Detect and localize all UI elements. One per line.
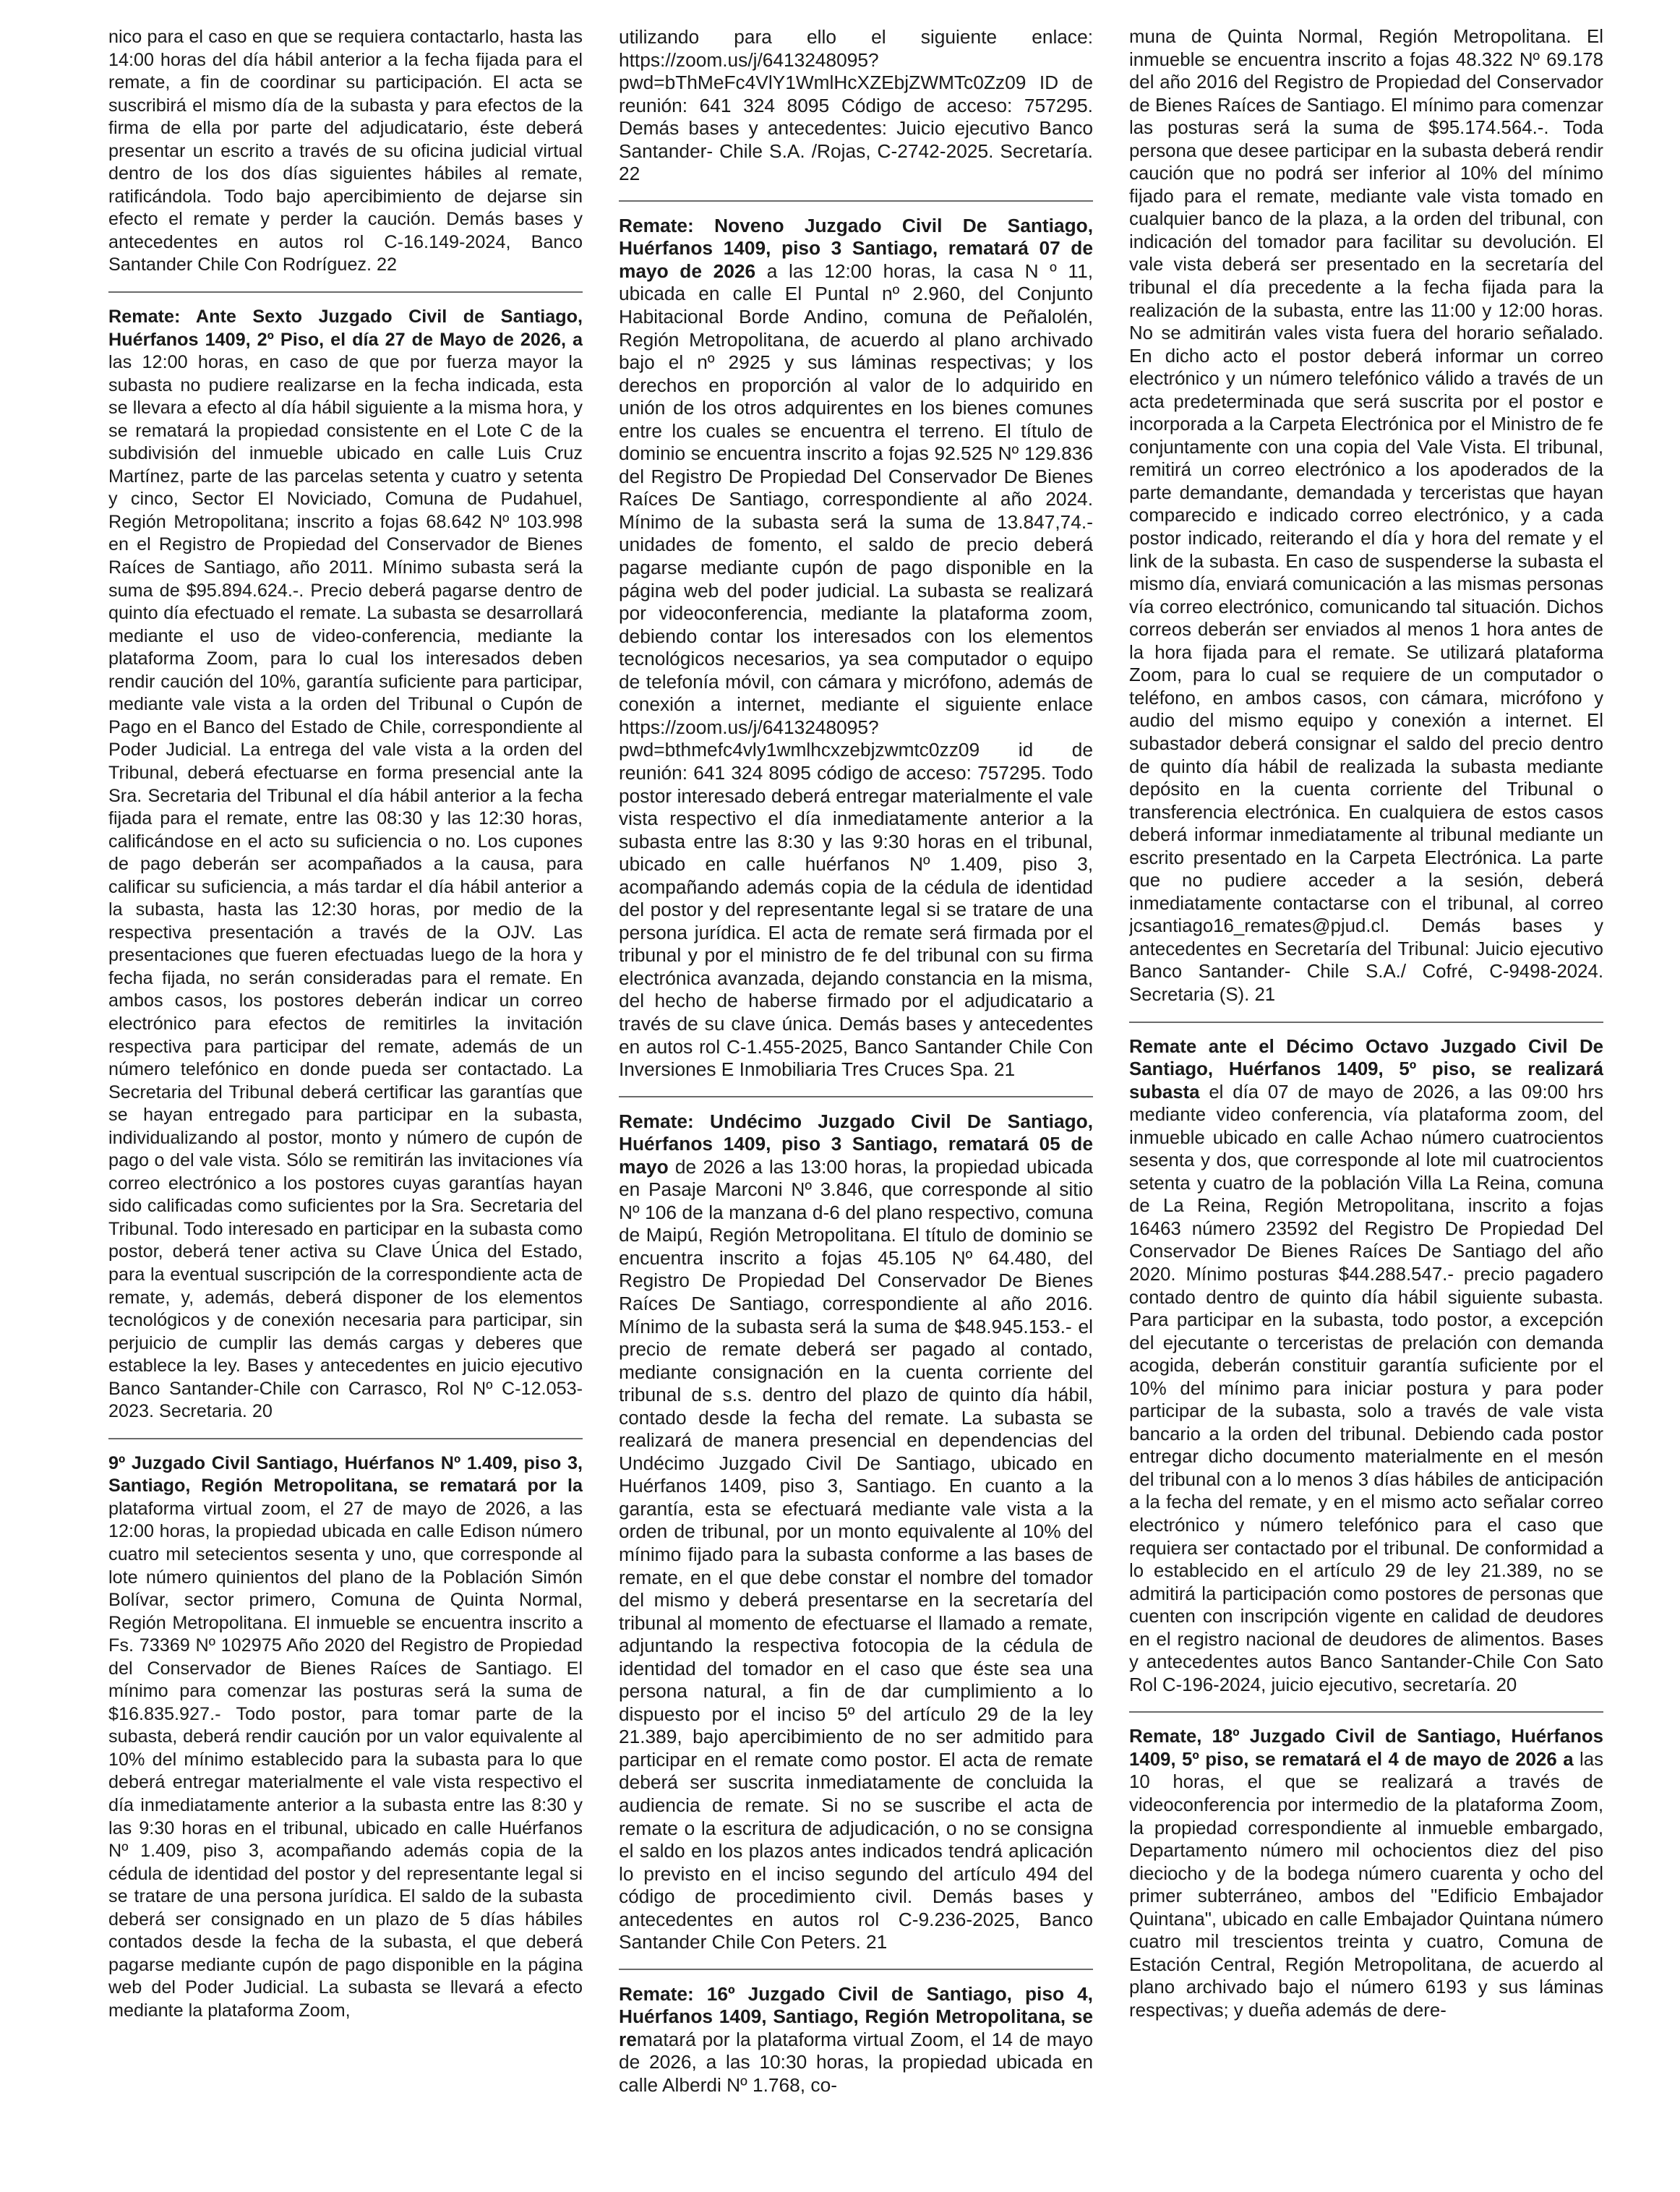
notice — [1129, 1036, 1603, 1697]
notice-body: de 2026 a las 13:00 horas, la propiedad ubicada en Pasaje Marconi Nº 3.846, que corresponde al sitio Nº 106 de la manzana d-6 del plano respectivo, comuna de Maipú, Región Metropolitana. El título de dominio se encuentra inscrito a fojas 45.105 Nº 64.480, del Registro De Propiedad Del Conservador De Bienes Raíces De Santiago, correspondiente al año 2016. Mínimo de la subasta será la suma de $48.945.153.- el precio de remate deberá ser pagado al contado, mediante consignación en la cuenta corriente del tribunal de s.s. dentro del plazo de quinto día hábil, contado desde la fecha del remate. La subasta se realizará de manera presencial en dependencias del Undécimo Juzgado Civil De Santiago, ubicado en Huérfanos 1409, piso 3, Santiago. En cuanto a la garantía, esta se efectuará mediante vale vista a la orden de tribunal, por un monto equivalente al 10% del mínimo fijado para la subasta conforme a las bases de remate, en el que debe constar el nombre del tomador del mismo y deberá presentarse en la secretaría del tribunal al momento de efectuarse el llamado a remate, adjuntando la respectiva fotocopia de la cédula de identidad del tomador en el caso que éste sea una persona natural, a fin de dar cumplimiento a lo dispuesto por el inciso 5º del artículo 29 de la ley 21.389, bajo apercibimiento de no ser admitido para participar en el remate como postor. El acta de remate deberá ser suscrita inmediatamente de concluida la audiencia de remate. Si no se suscribe el acta de remate o la escritura de adjudicación, o no se consigna el saldo en los plazos antes indicados tendrá aplicación lo previsto en el inciso segundo del artículo 494 del código de procedimiento civil. Demás bases y antecedentes en autos rol C-9.236-2025, Banco Santander Chile Con Peters. 21 — [619, 1155, 1093, 1953]
notice-body: muna de Quinta Normal, Región Metropolitana. El inmueble se encuentra inscrito a fojas 48.322 Nº 69.178 del año 2016 del Registro de Propiedad del Conservador de Bienes Raíces de Santiago. El mínimo para comenzar las posturas será la suma de $95.174.564.-. Toda persona que desee participar en la subasta deberá rendir caución que no podrá ser inferior al 10% del mínimo fijado para el remate, mediante vale vista tomado en cualquier banco de la plaza, a la orden del tribunal, con indicación del tomador para facilitar su devolución. El vale vista deberá ser presentado en la secretaría del tribunal el día precedente a la fecha fijada para la realización de la subasta, entre las 11:00 y 12:00 horas. No se admitirán vales vista fuera del horario señalado. En dicho acto el postor deberá informar un correo electrónico y un número telefónico válido a través de un acta predeterminada que será suscrita por el postor e incorporada a la Carpeta Electrónica por el Ministro de fe conjuntamente con una copia del Vale Vista. El tribunal, remitirá un correo electrónico a los apoderados de la parte demandante, demandada y terceristas que hayan comparecido e indicado correo electrónico, y a cada postor indicado, reiterando el día y hora del remate y el link de la subasta. En caso de suspenderse la subasta el mismo día, enviará comunicación a las mismas personas vía correo electrónico, comunicando tal situación. Dichos correos deberán ser enviados al menos 1 hora antes de la hora fijada para el remate. Se utilizará plataforma Zoom, para lo cual se requiere de un computador o teléfono, en ambos casos, con cámara, micrófono y audio del mismo equipo y conexión a internet. El subastador deberá consignar el saldo del precio dentro de quinto día hábil de realizada la subasta mediante depósito en la cuenta corriente del Tribunal o transferencia electrónica. En cualquiera de estos casos deberá informar inmediatamente al tribunal mediante un escrito presentado en la Carpeta Electrónica. La parte que no pudiere acceder a la sesión, deberá inmediatamente contactarse con el tribunal, al correo jcsantiago16_remates@pjud.cl. Demás bases y antecedentes en Secretaría del Tribunal: Juicio ejecutivo Banco Santander- Chile S.A./ Cofré, C-9498-2024. Secretaria (S). 21 — [1129, 27, 1603, 1005]
notice-divider — [108, 1438, 583, 1439]
notice-heading: Remate: Undécimo Juzgado Civil De Santiago, Huérfanos 1409, piso 3 Santiago, rematará 05 de mayo — [619, 1110, 1093, 1178]
notice-heading: 9º Juzgado Civil Santiago, Huérfanos Nº 1.409, piso 3, Santiago, Región Metropolitana, se rematará por la — [108, 1452, 583, 1497]
notice-body: matará por la plataforma virtual Zoom, el 14 de mayo de 2026, a las 10:30 horas, la propiedad ubicada en calle Alberdi Nº 1.768, co- — [619, 2028, 1093, 2097]
notice-divider — [619, 200, 1093, 202]
notice — [1129, 1726, 1603, 2022]
notice — [619, 215, 1093, 1082]
notice-heading: Remate: Ante Sexto Juzgado Civil de Santiago, Huérfanos 1409, 2º Piso, el día 27 de Mayo de 2026, a — [108, 307, 583, 350]
notice-body: plataforma virtual zoom, el 27 de mayo de 2026, a las 12:00 horas, la propiedad ubicada en calle Edison número cuatro mil setecientos sesenta y uno, que corresponde al lote número quinientos del plano de la Población Simón Bolívar, sector primero, Comuna de Quinta Normal, Región Metropolitana. El inmueble se encuentra inscrito a Fs. 73369 Nº 102975 Año 2020 del Registro de Propiedad del Conservador de Bienes Raíces de Santiago. El mínimo para comenzar las posturas será la suma de $16.835.927.- Todo postor, para tomar parte de la subasta, deberá rendir caución por un valor equivalente al 10% del mínimo establecido para la subasta para lo que deberá entregar materialmente el vale vista respectivo el día inmediatamente anterior a la subasta entre las 8:30 y las 9:30 horas en el tribunal, ubicado en calle Huérfanos Nº 1.409, piso 3, acompañando además copia de la cédula de identidad del postor y del representante legal si se tratare de una persona jurídica. El saldo de la subasta deberá ser consignado en un plazo de 5 días hábiles contados desde la fecha de la subasta, el que deberá pagarse mediante cupón de pago disponible en la página web del Poder Judicial. La subasta se llevará a efecto mediante la plataforma Zoom, — [108, 1498, 583, 2021]
notice-divider — [1129, 1022, 1603, 1023]
notice-heading: Remate, 18º Juzgado Civil de Santiago, Huérfanos 1409, 5º piso, se rematará el 4 de mayo de 2026 a — [1129, 1726, 1603, 1770]
notice-body: el día 07 de mayo de 2026, a las 09:00 hrs mediante video conferencia, vía plataforma zoom, del inmueble ubicado en calle Achao número cuatrocientos sesenta y dos, que corresponde al lote mil cuatrocientos setenta y cuatro de la población Villa La Reina, comuna de La Reina, Región Metropolitana, inscrito a fojas 16463 número 23592 del Registro De Propiedad Del Conservador De Bienes Raíces De Santiago del año 2020. Mínimo posturas $44.288.547.- precio pagadero contado dentro de quinto día hábil siguiente subasta. Para participar en la subasta, todo postor, a excepción del ejecutante o terceristas de prelación con demanda acogida, deberán constituir garantía suficiente por el 10% del mínimo para iniciar postura y para poder participar de la subasta, solo a través de vale vista bancario a la orden del tribunal. Debiendo cada postor entregar dicho documento materialmente en el mesón del tribunal con a lo menos 3 días hábiles de anticipación a la fecha del remate, y en el mismo acto señalar correo electrónico y número telefónico para el caso que requiera ser contactado por el tribunal. De conformidad a lo establecido en el artículo 29 de ley 21.389, no se admitirá la participación como postores de personas que cuenten con inscripción vigente en calidad de deudores en el registro nacional de deudores de alimentos. Bases y antecedentes autos Banco Santander-Chile Con Sato Rol C-196-2024, juicio ejecutivo, secretaría. 20 — [1129, 1082, 1603, 1695]
column-1 — [108, 26, 583, 2188]
notice-body: nico para el caso en que se requiera contactarlo, hasta las 14:00 horas del día hábil anterior a la fecha fijada para el remate, a fin de coordinar su participación. El acta se suscribirá el mismo día de la subasta y para efectos de la firma de ella por parte del adjudicatario, éste deberá presentar un escrito a través de su oficina judicial virtual dentro de los dos días siguientes hábiles al remate, ratificándola. Todo bajo apercibimiento de dejarse sin efecto el remate y perder la caución. Demás bases y antecedentes en autos rol C-16.149-2024, Banco Santander Chile Con Rodríguez. 22 — [108, 27, 583, 275]
notice-body: utilizando para ello el siguiente enlace: https://zoom.us/j/6413248095?pwd=bThMeFc4VlY1WmlHcXZEbjZWMTc0Zz09 ID de reunión: 641 324 8095 Código de acceso: 757295. Demás bases y antecedentes: Juicio ejecutivo Banco Santander- Chile S.A. /Rojas, C-2742-2025. Secretaría. 22 — [619, 26, 1093, 185]
notice — [108, 1452, 583, 2023]
notice-body: las 10 horas, el que se realizará a través de videoconferencia por intermedio de la plataforma Zoom, la propiedad correspondiente al inmueble embargado, Departamento número mil ochocientos diez del piso dieciocho y de la bodega número cuarenta y ocho del primer subterráneo, ambos del "Edificio Embajador Quintana", ubicado en calle Embajador Quintana número cuatro mil trescientos treinta y cuatro, Comuna de Estación Central, Región Metropolitana, de acuerdo al plano archivado bajo el número 6193 y sus láminas respectivas; y dueña además de dere- — [1129, 1749, 1603, 2021]
newspaper-page — [108, 26, 1603, 2188]
notice-divider — [108, 291, 583, 293]
notice-divider — [619, 1096, 1093, 1097]
notice-body: las 12:00 horas, en caso de que por fuerza mayor la subasta no pudiere realizarse en la fecha indicada, esta se llevara a efecto al día hábil siguiente a la misma hora, y se rematará la propiedad consistente en el Lote C de la subdivisión del inmueble ubicado en calle Luis Cruz Martínez, parte de las parcelas setenta y cuatro y setenta y cinco, Sector El Noviciado, Comuna de Pudahuel, Región Metropolitana; inscrito a fojas 68.642 Nº 103.998 en el Registro de Propiedad del Conservador de Bienes Raíces de Santiago, año 2011. Mínimo subasta será la suma de $95.894.624.-. Precio deberá pagarse dentro de quinto día efectuado el remate. La subasta se desarrollará mediante el uso de video-conferencia, mediante la plataforma Zoom, para lo cual los interesados deben rendir caución del 10%, garantía suficiente para participar, mediante vale vista a la orden del Tribunal o Cupón de Pago en el Banco del Estado de Chile, correspondiente al Poder Judicial. La entrega del vale vista a la orden del Tribunal, deberá efectuarse en forma presencial ante la Sra. Secretaria del Tribunal el día hábil anterior a la fecha fijada para el remate, entre las 08:30 y las 12:30 horas, calificándose en el acto su suficiencia o no. Los cupones de pago deberán ser acompañados a la causa, para calificar su suficiencia, a más tardar el día hábil anterior a la subasta, hasta las 12:30 horas, por medio de la respectiva presentación a través de la OJV. Las presentaciones que fueren efectuadas luego de la hora y fecha fijada, no serán consideradas para el remate. En ambos casos, los postores deberán indicar un correo electrónico para efectos de remitirles la invitación respectiva para participar del remate, además de un número telefónico en donde pueda ser contactado. La Secretaria del Tribunal deberá certificar las garantías que se hayan entregado para participar en la subasta, individualizando al postor, monto y número de cupón de pago o del vale vista. Sólo se remitirán las invitaciones vía correo electrónico a los postores cuyas garantías hayan sido calificadas como suficientes por la Sra. Secretaria del Tribunal. Todo interesado en participar en la subasta como postor, deberá tener activa su Clave Única del Estado, para la eventual suscripción de la correspondiente acta de remate, y, además, deberá disponer de los elementos tecnológicos y de conexión necesaria para participar, sin perjuicio de cumplir las demás cargas y deberes que establece la ley. Bases y antecedentes en juicio ejecutivo Banco Santander-Chile con Carrasco, Rol Nº C-12.053-2023. Secretaria. 20 — [108, 352, 583, 1422]
notice — [619, 1983, 1093, 2097]
column-3 — [1129, 26, 1603, 2188]
notice-heading: Remate: 16º Juzgado Civil de Santiago, piso 4, Huérfanos 1409, Santiago, Región Metropolitana, se re — [619, 1982, 1093, 2050]
notice-divider — [619, 1969, 1093, 1970]
notice-continuation — [1129, 26, 1603, 1007]
notice — [619, 1110, 1093, 1954]
column-2 — [619, 26, 1093, 2188]
notice — [108, 306, 583, 1423]
notice-divider — [1129, 1711, 1603, 1713]
notice-body: a las 12:00 horas, la casa N º 11, ubicada en calle El Puntal nº 2.960, del Conjunto Habitacional Borde Andino, comuna de Peñalolén, Región Metropolitana, de acuerdo al plano archivado bajo el nº 2925 y sus láminas respectivas; y los derechos en proporción al valor de lo adquirido en unión de los otros adquirentes en los bienes comunes entre los cuales se encuentra el terreno. El título de dominio se encuentra inscrito a fojas 92.525 Nº 129.836 del Registro De Propiedad Del Conservador De Bienes Raíces De Santiago, correspondiente al año 2024. Mínimo de la subasta será la suma de 13.847,74.- unidades de fomento, el saldo de precio deberá pagarse mediante cupón de pago disponible en la página web del poder judicial. La subasta se realizará por videoconferencia, mediante la plataforma zoom, debiendo contar los interesados con los elementos tecnológicos necesarios, ya sea computador o equipo de telefonía móvil, con cámara y micrófono, además de conexión a internet, mediante el siguiente enlace https://zoom.us/j/6413248095?pwd=bthmefc4vly1wmlhcxzebjzwmtc0zz09 id de reunión: 641 324 8095 código de acceso: 757295. Todo postor interesado deberá entregar materialmente el vale vista respectivo el día inmediatamente anterior a la subasta entre las 8:30 y las 9:30 horas en el tribunal, ubicado en calle huérfanos Nº 1.409, piso 3, acompañando además copia de la cédula de identidad del postor y del representante legal si se tratare de una persona jurídica. El acta de remate será firmada por el tribunal y por el ministro de fe del tribunal con su firma electrónica avanzada, dejando constancia en la misma, del hecho de haberse firmado por el adjudicatario a través de su clave única. Demás bases y antecedentes en autos rol C-1.455-2025, Banco Santander Chile Con Inversiones E Inmobiliaria Tres Cruces Spa. 21 — [619, 260, 1093, 1081]
notice-heading: Remate ante el Décimo Octavo Juzgado Civil De Santiago, Huérfanos 1409, 5º piso, se realizará subasta — [1129, 1036, 1603, 1103]
notice-continuation — [619, 26, 1093, 186]
notice-heading: Remate: Noveno Juzgado Civil De Santiago, Huérfanos 1409, piso 3 Santiago, rematará 07 de mayo de 2026 — [619, 214, 1093, 282]
notice-continuation — [108, 26, 583, 277]
